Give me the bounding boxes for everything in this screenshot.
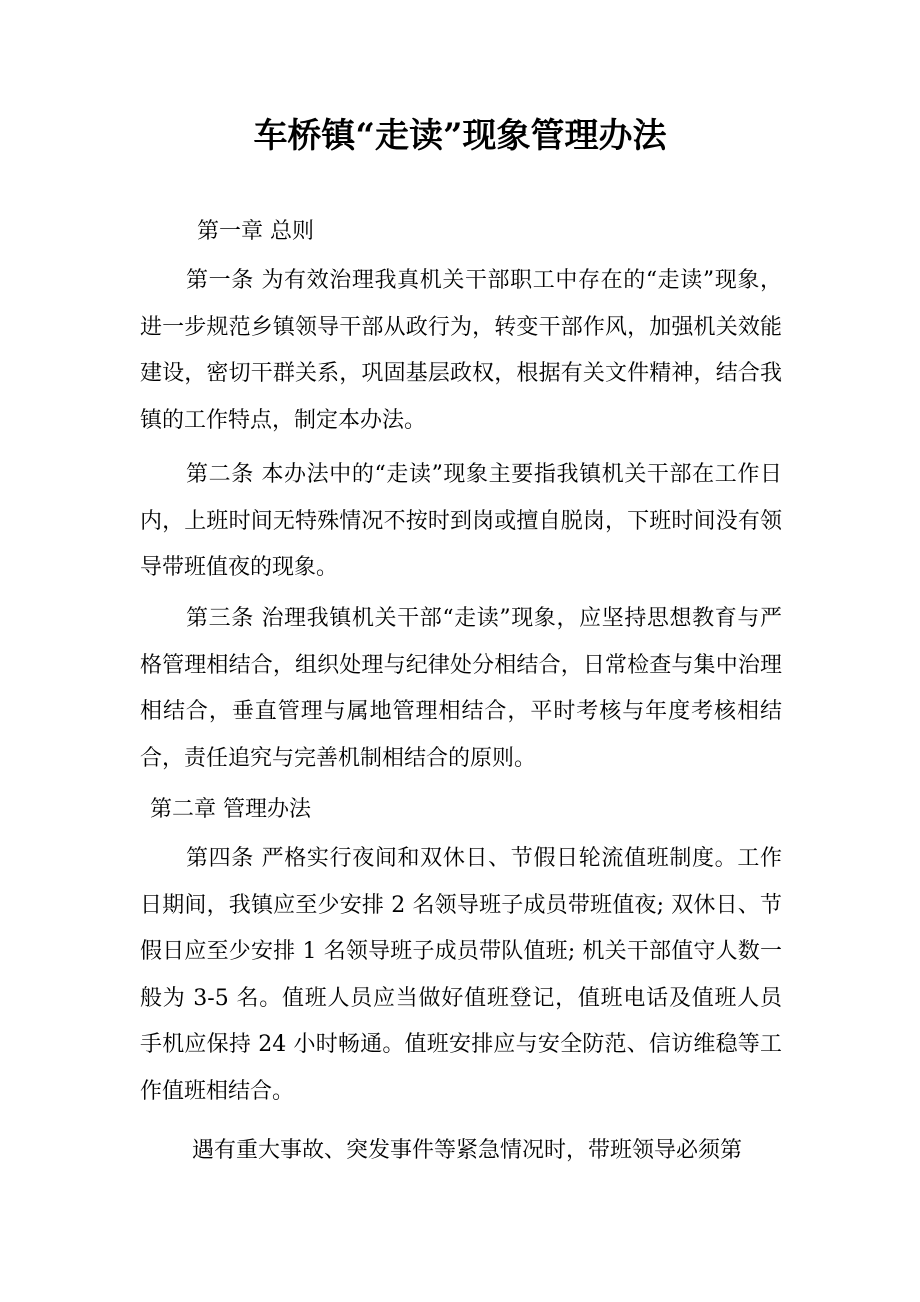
- article-4: 第四条 严格实行夜间和双休日、节假日轮流值班制度。工作日期间，我镇应至少安排 2 名领导班子成员带班值夜; 双休日、节假日应至少安排 1 名领导班子成员带队值班; 机关干部值守人数一般为 3-5 名。值班人员应当做好值班登记，值班电话及值班人员手机应保持 24 小时畅通。值班安排应与安全防范、信访维稳等工作值班相结合。: [140, 846, 782, 1104]
- article-3: 第三条 治理我镇机关干部“走读”现象，应坚持思想教育与严格管理相结合，组织处理与纪律处分相结合，日常检查与集中治理相结合，垂直管理与属地管理相结合，平时考核与年度考核相结合，责任追究与完善机制相结合的原则。: [140, 606, 782, 771]
- article-2: 第二条 本办法中的“走读”现象主要指我镇机关干部在工作日内，上班时间无特殊情况不按时到岗或擅自脱岗，下班时间没有领导带班值夜的现象。: [140, 462, 782, 580]
- chapter-2-heading: 第二章 管理办法: [150, 797, 311, 822]
- chapter-1-heading: 第一章 总则: [197, 219, 314, 244]
- article-4-continuation: 遇有重大事故、突发事件等紧急情况时，带班领导必须第: [192, 1138, 743, 1163]
- article-1: 第一条 为有效治理我真机关干部职工中存在的“走读”现象，进一步规范乡镇领导干部从政行为，转变干部作风，加强机关效能建设，密切干群关系，巩固基层政权，根据有关文件精神，结合我镇的工作特点，制定本办法。: [140, 268, 782, 433]
- document-title: 车桥镇“走读”现象管理办法: [253, 116, 667, 156]
